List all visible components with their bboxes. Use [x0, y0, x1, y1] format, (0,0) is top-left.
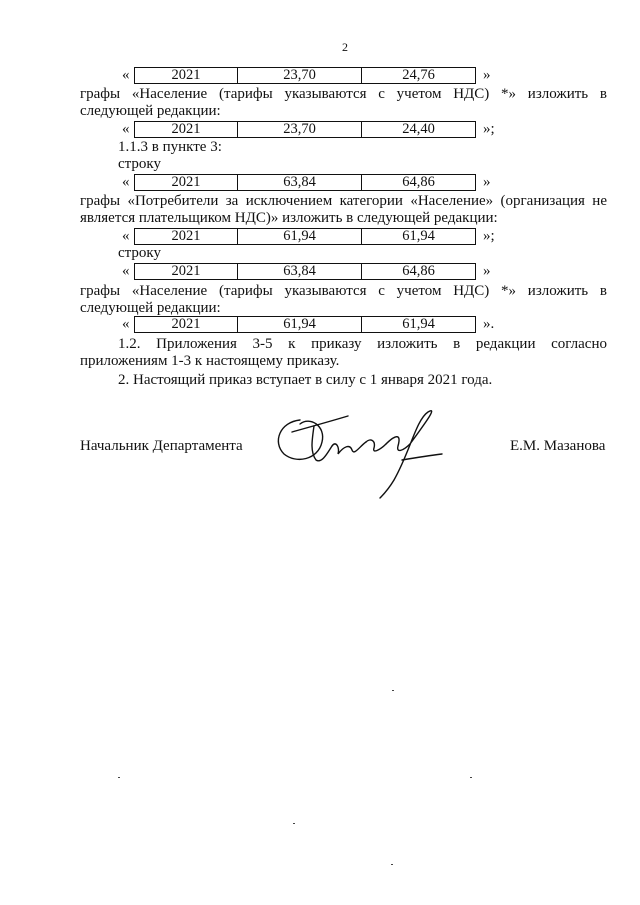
year-cell: 2021: [135, 317, 238, 332]
paragraph-line: графы «Потребители за исключением категории «Население» (организация не: [80, 193, 607, 209]
open-quote: «: [122, 174, 130, 190]
value-cell-1: 23,70: [238, 68, 362, 83]
tariff-table: [134, 121, 476, 138]
table-row: [122, 263, 491, 280]
close-quote: »;: [483, 121, 495, 137]
scan-speck: [392, 690, 394, 691]
paragraph-line: является плательщиком НДС)» изложить в следующей редакции:: [80, 210, 498, 226]
value-cell-1: 61,94: [238, 317, 362, 332]
year-cell: 2021: [135, 68, 238, 83]
value-cell-2: 61,94: [402, 228, 435, 244]
scan-speck: [391, 864, 393, 865]
value-cell-2: 61,94: [402, 316, 435, 332]
paragraph-line: приложениям 1-3 к настоящему приказу.: [80, 353, 340, 369]
paragraph-line: следующей редакции:: [80, 103, 221, 119]
scan-speck: [470, 777, 472, 778]
page-number: 2: [342, 40, 348, 54]
close-quote: »;: [483, 228, 495, 244]
tariff-table: [134, 228, 476, 245]
value-cell-1: 63,84: [238, 264, 362, 279]
value-cell-2: 64,86: [402, 263, 435, 279]
paragraph-line: 2. Настоящий приказ вступает в силу с 1 января 2021 года.: [118, 372, 493, 388]
signatory-name: Е.М. Мазанова: [510, 438, 606, 454]
paragraph-line: строку: [118, 245, 161, 261]
scan-speck: [293, 823, 295, 824]
tariff-table: [134, 174, 476, 191]
open-quote: «: [122, 263, 130, 279]
value-cell-2: 64,86: [402, 174, 435, 190]
table-row: [122, 174, 491, 191]
paragraph-line: строку: [118, 156, 161, 172]
year-cell: 2021: [135, 175, 238, 190]
value-cell-1: 61,94: [238, 229, 362, 244]
close-quote: »: [483, 263, 491, 279]
close-quote: »: [483, 67, 491, 83]
open-quote: «: [122, 121, 130, 137]
paragraph-line: 1.2. Приложения 3-5 к приказу изложить в редакции согласно: [118, 336, 607, 352]
year-cell: 2021: [135, 122, 238, 137]
value-cell-1: 23,70: [238, 122, 362, 137]
value-cell-2: 24,76: [402, 67, 435, 83]
open-quote: «: [122, 67, 130, 83]
handwritten-signature-icon: [270, 402, 460, 502]
tariff-table: [134, 316, 476, 333]
scan-speck: [118, 777, 120, 778]
year-cell: 2021: [135, 264, 238, 279]
open-quote: «: [122, 228, 130, 244]
signatory-position: Начальник Департамента: [80, 438, 243, 454]
paragraph-line: графы «Население (тарифы указываются с учетом НДС) *» изложить в: [80, 86, 607, 102]
paragraph-line: 1.1.3 в пункте 3:: [118, 139, 222, 155]
open-quote: «: [122, 316, 130, 332]
close-quote: ».: [483, 316, 495, 332]
table-row: [122, 121, 495, 138]
value-cell-1: 63,84: [238, 175, 362, 190]
tariff-table: [134, 263, 476, 280]
value-cell-2: 24,40: [402, 121, 435, 137]
paragraph-line: графы «Население (тарифы указываются с учетом НДС) *» изложить в: [80, 283, 607, 299]
close-quote: »: [483, 174, 491, 190]
year-cell: 2021: [135, 229, 238, 244]
table-row: [122, 67, 491, 84]
table-row: [122, 316, 494, 333]
table-row: [122, 228, 495, 245]
paragraph-line: следующей редакции:: [80, 300, 221, 316]
tariff-table: [134, 67, 476, 84]
